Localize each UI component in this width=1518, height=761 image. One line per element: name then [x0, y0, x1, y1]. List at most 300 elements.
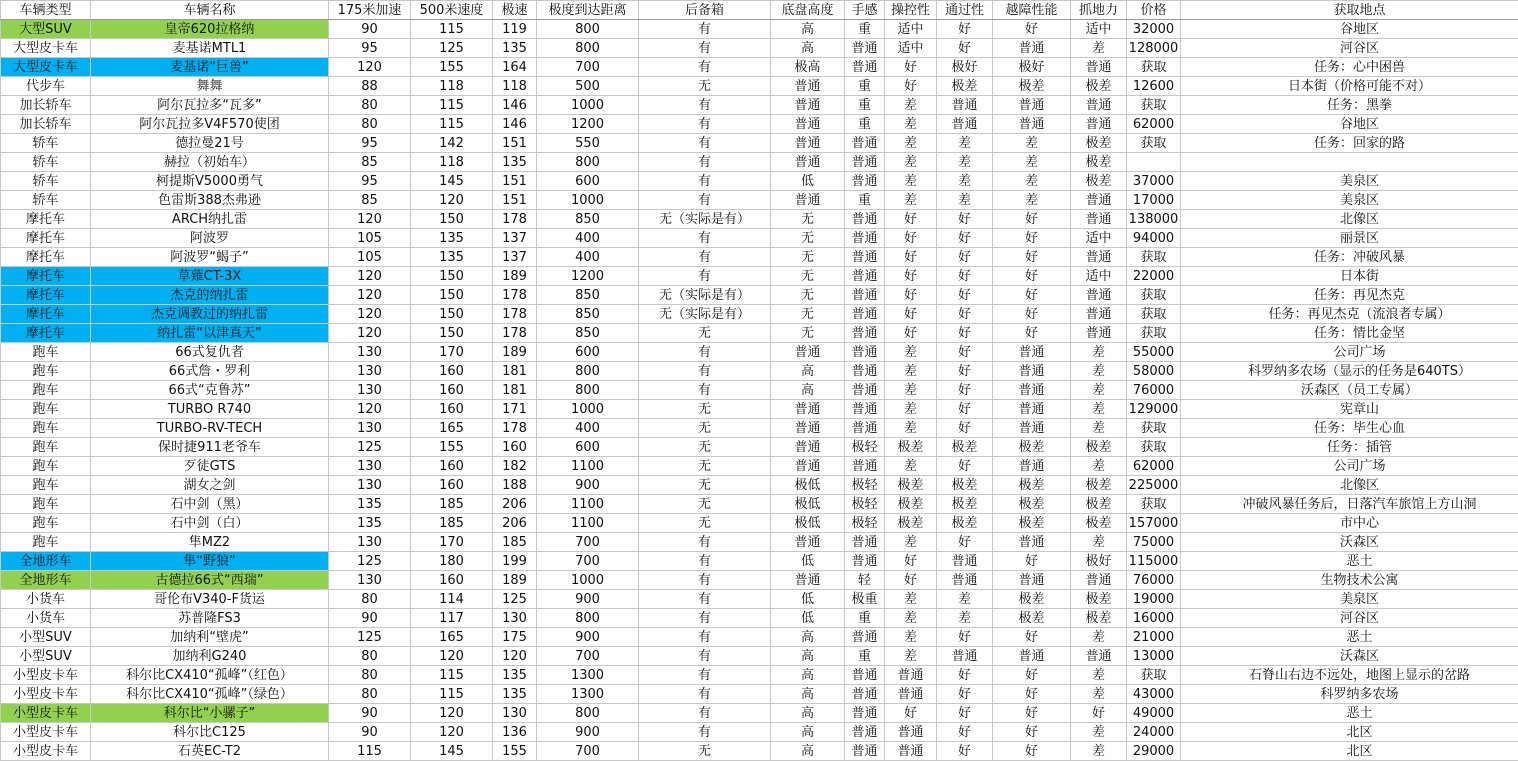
- table-cell[interactable]: 任务：再见杰克（流浪者专属）: [1181, 305, 1518, 324]
- table-cell[interactable]: 好: [885, 248, 937, 267]
- table-cell[interactable]: 150: [411, 210, 493, 229]
- column-header[interactable]: 通过性: [937, 1, 993, 20]
- table-cell[interactable]: 好: [885, 571, 937, 590]
- table-cell[interactable]: 极差: [1071, 590, 1127, 609]
- table-cell[interactable]: 无: [639, 77, 771, 96]
- table-cell[interactable]: 跑车: [1, 343, 91, 362]
- table-cell[interactable]: 极差: [885, 438, 937, 457]
- table-cell[interactable]: 900: [537, 628, 639, 647]
- table-cell[interactable]: 普通: [771, 343, 845, 362]
- table-cell[interactable]: 155: [411, 438, 493, 457]
- table-cell[interactable]: 差: [885, 381, 937, 400]
- table-cell[interactable]: 178: [493, 305, 537, 324]
- table-cell[interactable]: 无: [771, 286, 845, 305]
- table-cell[interactable]: 120: [329, 267, 411, 286]
- table-cell[interactable]: 88: [329, 77, 411, 96]
- table-cell[interactable]: 160: [411, 381, 493, 400]
- table-cell[interactable]: 120: [411, 191, 493, 210]
- table-cell[interactable]: 舞舞: [91, 77, 329, 96]
- table-cell[interactable]: 普通: [885, 685, 937, 704]
- table-cell[interactable]: 好: [937, 457, 993, 476]
- table-cell[interactable]: 120: [329, 58, 411, 77]
- table-cell[interactable]: 丽景区: [1181, 229, 1518, 248]
- table-cell[interactable]: 好: [937, 400, 993, 419]
- table-cell[interactable]: 好: [993, 267, 1071, 286]
- table-cell[interactable]: 188: [493, 476, 537, 495]
- table-cell[interactable]: 1100: [537, 457, 639, 476]
- table-cell[interactable]: 差: [885, 533, 937, 552]
- table-cell[interactable]: 好: [993, 20, 1071, 39]
- table-cell[interactable]: 146: [493, 96, 537, 115]
- table-cell[interactable]: 跑车: [1, 457, 91, 476]
- table-cell[interactable]: 有: [639, 628, 771, 647]
- table-cell[interactable]: 差: [993, 191, 1071, 210]
- table-cell[interactable]: 跑车: [1, 514, 91, 533]
- table-cell[interactable]: 麦基诺MTL1: [91, 39, 329, 58]
- table-cell[interactable]: 普通: [937, 115, 993, 134]
- table-cell[interactable]: 摩托车: [1, 210, 91, 229]
- table-cell[interactable]: 170: [411, 533, 493, 552]
- table-cell[interactable]: 好: [937, 286, 993, 305]
- table-cell[interactable]: 获取: [1127, 438, 1181, 457]
- table-cell[interactable]: 适中: [1071, 229, 1127, 248]
- table-cell[interactable]: 差: [885, 343, 937, 362]
- table-cell[interactable]: 任务：插管: [1181, 438, 1518, 457]
- table-cell[interactable]: 普通: [993, 419, 1071, 438]
- table-cell[interactable]: 普通: [993, 647, 1071, 666]
- table-cell[interactable]: 有: [639, 647, 771, 666]
- table-cell[interactable]: 1300: [537, 685, 639, 704]
- table-cell[interactable]: 普通: [845, 552, 885, 571]
- table-cell[interactable]: 普通: [845, 533, 885, 552]
- table-cell[interactable]: 普通: [993, 457, 1071, 476]
- table-cell[interactable]: 好: [885, 58, 937, 77]
- table-cell[interactable]: 差: [1071, 39, 1127, 58]
- table-cell[interactable]: 日本街: [1181, 267, 1518, 286]
- table-cell[interactable]: 125: [493, 590, 537, 609]
- table-cell[interactable]: 135: [493, 666, 537, 685]
- table-cell[interactable]: 900: [537, 476, 639, 495]
- table-cell[interactable]: 任务：情比金坚: [1181, 324, 1518, 343]
- table-cell[interactable]: 76000: [1127, 571, 1181, 590]
- table-cell[interactable]: 差: [1071, 419, 1127, 438]
- table-cell[interactable]: 普通: [993, 400, 1071, 419]
- table-cell[interactable]: 66式詹・罗利: [91, 362, 329, 381]
- table-cell[interactable]: 有: [639, 134, 771, 153]
- table-cell[interactable]: 差: [993, 153, 1071, 172]
- table-cell[interactable]: 37000: [1127, 172, 1181, 191]
- table-cell[interactable]: 任务：冲破风暴: [1181, 248, 1518, 267]
- table-cell[interactable]: 低: [771, 590, 845, 609]
- table-cell[interactable]: 225000: [1127, 476, 1181, 495]
- table-cell[interactable]: 有: [639, 191, 771, 210]
- table-cell[interactable]: 谷地区: [1181, 115, 1518, 134]
- table-cell[interactable]: 700: [537, 533, 639, 552]
- table-cell[interactable]: 极轻: [845, 438, 885, 457]
- table-cell[interactable]: 151: [493, 134, 537, 153]
- table-cell[interactable]: 120: [329, 324, 411, 343]
- table-cell[interactable]: 加纳利“壁虎”: [91, 628, 329, 647]
- table-cell[interactable]: 无: [639, 495, 771, 514]
- table-cell[interactable]: 好: [993, 685, 1071, 704]
- table-cell[interactable]: 杰克的纳扎雷: [91, 286, 329, 305]
- table-cell[interactable]: 差: [1071, 742, 1127, 761]
- table-cell[interactable]: 湖女之剑: [91, 476, 329, 495]
- table-cell[interactable]: 好: [937, 742, 993, 761]
- table-cell[interactable]: 900: [537, 723, 639, 742]
- table-cell[interactable]: 有: [639, 704, 771, 723]
- table-cell[interactable]: 小型皮卡车: [1, 685, 91, 704]
- table-cell[interactable]: 120: [329, 210, 411, 229]
- table-cell[interactable]: 河谷区: [1181, 39, 1518, 58]
- table-cell[interactable]: 普通: [1071, 647, 1127, 666]
- table-cell[interactable]: 55000: [1127, 343, 1181, 362]
- table-cell[interactable]: 无: [771, 324, 845, 343]
- table-cell[interactable]: 119: [493, 20, 537, 39]
- table-cell[interactable]: 普通: [771, 77, 845, 96]
- table-cell[interactable]: 400: [537, 229, 639, 248]
- table-cell[interactable]: 极差: [1071, 438, 1127, 457]
- table-cell[interactable]: 获取: [1127, 286, 1181, 305]
- table-cell[interactable]: 90: [329, 609, 411, 628]
- table-cell[interactable]: 好: [885, 210, 937, 229]
- table-cell[interactable]: 49000: [1127, 704, 1181, 723]
- table-cell[interactable]: 极好: [937, 58, 993, 77]
- table-cell[interactable]: 120: [411, 723, 493, 742]
- table-cell[interactable]: 普通: [885, 666, 937, 685]
- table-cell[interactable]: 850: [537, 210, 639, 229]
- table-cell[interactable]: 12600: [1127, 77, 1181, 96]
- table-cell[interactable]: 差: [885, 191, 937, 210]
- table-cell[interactable]: 1100: [537, 495, 639, 514]
- table-cell[interactable]: 130: [493, 609, 537, 628]
- table-cell[interactable]: 有: [639, 20, 771, 39]
- table-cell[interactable]: 石中剑（白）: [91, 514, 329, 533]
- table-cell[interactable]: 隼MZ2: [91, 533, 329, 552]
- table-cell[interactable]: 差: [937, 153, 993, 172]
- table-cell[interactable]: 草薙CT-3X: [91, 267, 329, 286]
- table-cell[interactable]: 好: [937, 343, 993, 362]
- table-cell[interactable]: 极差: [1071, 77, 1127, 96]
- table-cell[interactable]: 获取: [1127, 134, 1181, 153]
- table-cell[interactable]: 差: [937, 609, 993, 628]
- table-cell[interactable]: 获取: [1127, 96, 1181, 115]
- table-cell[interactable]: 160: [411, 476, 493, 495]
- table-cell[interactable]: 麦基诺“巨兽”: [91, 58, 329, 77]
- table-cell[interactable]: 130: [329, 343, 411, 362]
- table-cell[interactable]: 石英EC-T2: [91, 742, 329, 761]
- table-cell[interactable]: 好: [993, 704, 1071, 723]
- column-header[interactable]: 底盘高度: [771, 1, 845, 20]
- table-cell[interactable]: 181: [493, 381, 537, 400]
- table-cell[interactable]: 差: [1071, 628, 1127, 647]
- table-cell[interactable]: 120: [411, 704, 493, 723]
- column-header[interactable]: 抓地力: [1071, 1, 1127, 20]
- table-cell[interactable]: 公司广场: [1181, 457, 1518, 476]
- table-cell[interactable]: 重: [845, 115, 885, 134]
- table-cell[interactable]: 公司广场: [1181, 343, 1518, 362]
- table-cell[interactable]: 普通: [771, 153, 845, 172]
- table-cell[interactable]: 极低: [771, 476, 845, 495]
- table-cell[interactable]: 62000: [1127, 115, 1181, 134]
- table-cell[interactable]: 189: [493, 343, 537, 362]
- table-cell[interactable]: 差: [1071, 533, 1127, 552]
- table-cell[interactable]: 差: [937, 191, 993, 210]
- table-cell[interactable]: 极差: [937, 495, 993, 514]
- table-cell[interactable]: 好: [937, 20, 993, 39]
- table-cell[interactable]: 900: [537, 590, 639, 609]
- table-cell[interactable]: 低: [771, 552, 845, 571]
- table-cell[interactable]: 极差: [885, 495, 937, 514]
- table-cell[interactable]: 差: [1071, 343, 1127, 362]
- table-cell[interactable]: 有: [639, 115, 771, 134]
- table-cell[interactable]: 普通: [937, 647, 993, 666]
- table-cell[interactable]: 好: [885, 552, 937, 571]
- table-cell[interactable]: 差: [1071, 381, 1127, 400]
- table-cell[interactable]: 好: [993, 248, 1071, 267]
- table-cell[interactable]: 130: [329, 457, 411, 476]
- table-cell[interactable]: 普通: [771, 419, 845, 438]
- table-cell[interactable]: 130: [329, 419, 411, 438]
- table-cell[interactable]: 大型SUV: [1, 20, 91, 39]
- table-cell[interactable]: 700: [537, 742, 639, 761]
- table-cell[interactable]: 小型皮卡车: [1, 704, 91, 723]
- table-cell[interactable]: 无（实际是有）: [639, 286, 771, 305]
- table-cell[interactable]: 125: [329, 628, 411, 647]
- table-cell[interactable]: 125: [329, 438, 411, 457]
- table-cell[interactable]: 160: [411, 400, 493, 419]
- table-cell[interactable]: 115: [411, 666, 493, 685]
- table-cell[interactable]: 130: [329, 533, 411, 552]
- table-cell[interactable]: 无（实际是有）: [639, 210, 771, 229]
- table-cell[interactable]: 普通: [845, 723, 885, 742]
- table-cell[interactable]: 有: [639, 685, 771, 704]
- table-cell[interactable]: 科尔比CX410“孤峰”（绿色）: [91, 685, 329, 704]
- table-cell[interactable]: 普通: [1071, 571, 1127, 590]
- table-cell[interactable]: 66式复仇者: [91, 343, 329, 362]
- table-cell[interactable]: 160: [411, 571, 493, 590]
- table-cell[interactable]: 66式“克鲁苏”: [91, 381, 329, 400]
- table-cell[interactable]: 好: [937, 305, 993, 324]
- table-cell[interactable]: 850: [537, 324, 639, 343]
- table-cell[interactable]: 普通: [1071, 115, 1127, 134]
- table-cell[interactable]: 差: [885, 628, 937, 647]
- table-cell[interactable]: 146: [493, 115, 537, 134]
- table-cell[interactable]: 有: [639, 267, 771, 286]
- table-cell[interactable]: 普通: [1071, 248, 1127, 267]
- table-cell[interactable]: 普通: [993, 343, 1071, 362]
- table-cell[interactable]: 阿波罗: [91, 229, 329, 248]
- table-cell[interactable]: 好: [937, 666, 993, 685]
- table-cell[interactable]: 极差: [993, 590, 1071, 609]
- table-cell[interactable]: 400: [537, 248, 639, 267]
- table-cell[interactable]: 189: [493, 571, 537, 590]
- table-cell[interactable]: 极差: [1071, 609, 1127, 628]
- table-cell[interactable]: 普通: [845, 685, 885, 704]
- table-cell[interactable]: 极差: [1071, 172, 1127, 191]
- column-header[interactable]: 极速: [493, 1, 537, 20]
- table-cell[interactable]: 高: [771, 704, 845, 723]
- table-cell[interactable]: 120: [329, 305, 411, 324]
- table-cell[interactable]: 好: [993, 666, 1071, 685]
- table-cell[interactable]: 有: [639, 343, 771, 362]
- table-cell[interactable]: 差: [885, 153, 937, 172]
- table-cell[interactable]: 160: [493, 438, 537, 457]
- table-cell[interactable]: 120: [329, 400, 411, 419]
- table-cell[interactable]: 199: [493, 552, 537, 571]
- table-cell[interactable]: 普通: [937, 571, 993, 590]
- table-cell[interactable]: 美泉区: [1181, 172, 1518, 191]
- table-cell[interactable]: 好: [937, 628, 993, 647]
- table-cell[interactable]: [1181, 153, 1518, 172]
- table-cell[interactable]: 普通: [885, 723, 937, 742]
- table-cell[interactable]: 重: [845, 647, 885, 666]
- table-cell[interactable]: 获取: [1127, 666, 1181, 685]
- table-cell[interactable]: 115: [411, 96, 493, 115]
- table-cell[interactable]: 普通: [845, 229, 885, 248]
- table-cell[interactable]: 谷地区: [1181, 20, 1518, 39]
- table-cell[interactable]: 1300: [537, 666, 639, 685]
- table-cell[interactable]: 无: [771, 248, 845, 267]
- table-cell[interactable]: 165: [411, 419, 493, 438]
- table-cell[interactable]: 135: [411, 229, 493, 248]
- table-cell[interactable]: 大型皮卡车: [1, 58, 91, 77]
- table-cell[interactable]: 普通: [771, 115, 845, 134]
- table-cell[interactable]: 获取: [1127, 495, 1181, 514]
- table-cell[interactable]: 普通: [771, 96, 845, 115]
- table-cell[interactable]: 130: [493, 704, 537, 723]
- table-cell[interactable]: 160: [411, 362, 493, 381]
- table-cell[interactable]: 115000: [1127, 552, 1181, 571]
- table-cell[interactable]: 有: [639, 172, 771, 191]
- table-cell[interactable]: 极低: [771, 495, 845, 514]
- table-cell[interactable]: 无: [771, 210, 845, 229]
- table-cell[interactable]: 差: [937, 134, 993, 153]
- table-cell[interactable]: 21000: [1127, 628, 1181, 647]
- table-cell[interactable]: 182: [493, 457, 537, 476]
- table-cell[interactable]: 差: [885, 419, 937, 438]
- table-cell[interactable]: 低: [771, 172, 845, 191]
- table-cell[interactable]: 普通: [845, 419, 885, 438]
- table-cell[interactable]: 日本街（价格可能不对）: [1181, 77, 1518, 96]
- table-cell[interactable]: 有: [639, 590, 771, 609]
- table-cell[interactable]: 获取: [1127, 305, 1181, 324]
- table-cell[interactable]: 500: [537, 77, 639, 96]
- table-cell[interactable]: 小货车: [1, 609, 91, 628]
- table-cell[interactable]: 极好: [993, 58, 1071, 77]
- table-cell[interactable]: 小型皮卡车: [1, 723, 91, 742]
- table-cell[interactable]: 跑车: [1, 495, 91, 514]
- table-cell[interactable]: 跑车: [1, 362, 91, 381]
- table-cell[interactable]: 有: [639, 229, 771, 248]
- table-cell[interactable]: 105: [329, 248, 411, 267]
- table-cell[interactable]: 有: [639, 609, 771, 628]
- table-cell[interactable]: 178: [493, 324, 537, 343]
- table-cell[interactable]: 适中: [885, 20, 937, 39]
- table-cell[interactable]: 纳扎雷“以津真天”: [91, 324, 329, 343]
- table-cell[interactable]: 有: [639, 571, 771, 590]
- table-cell[interactable]: 差: [1071, 400, 1127, 419]
- table-cell[interactable]: 美泉区: [1181, 590, 1518, 609]
- table-cell[interactable]: 普通: [845, 305, 885, 324]
- table-cell[interactable]: 重: [845, 609, 885, 628]
- table-cell[interactable]: 700: [537, 58, 639, 77]
- table-cell[interactable]: 好: [937, 248, 993, 267]
- table-cell[interactable]: 130: [329, 381, 411, 400]
- table-cell[interactable]: 差: [885, 134, 937, 153]
- table-cell[interactable]: 普通: [845, 39, 885, 58]
- table-cell[interactable]: 恶土: [1181, 704, 1518, 723]
- table-cell[interactable]: 135: [411, 248, 493, 267]
- table-cell[interactable]: 800: [537, 704, 639, 723]
- table-cell[interactable]: 80: [329, 590, 411, 609]
- table-cell[interactable]: 1000: [537, 571, 639, 590]
- table-cell[interactable]: 好: [993, 552, 1071, 571]
- table-cell[interactable]: 118: [411, 77, 493, 96]
- column-header[interactable]: 获取地点: [1181, 1, 1518, 20]
- table-cell[interactable]: 苏普隆FS3: [91, 609, 329, 628]
- table-cell[interactable]: 120: [329, 286, 411, 305]
- table-cell[interactable]: 轿车: [1, 153, 91, 172]
- table-cell[interactable]: 17000: [1127, 191, 1181, 210]
- table-cell[interactable]: 142: [411, 134, 493, 153]
- table-cell[interactable]: 高: [771, 381, 845, 400]
- table-cell[interactable]: 1200: [537, 115, 639, 134]
- table-cell[interactable]: 高: [771, 20, 845, 39]
- table-cell[interactable]: 轿车: [1, 172, 91, 191]
- table-cell[interactable]: 120: [493, 647, 537, 666]
- table-cell[interactable]: 有: [639, 552, 771, 571]
- table-cell[interactable]: 极差: [937, 438, 993, 457]
- table-cell[interactable]: 普通: [937, 96, 993, 115]
- column-header[interactable]: 175米加速: [329, 1, 411, 20]
- table-cell[interactable]: 差: [885, 96, 937, 115]
- table-cell[interactable]: 科尔比C125: [91, 723, 329, 742]
- table-cell[interactable]: 无: [771, 267, 845, 286]
- table-cell[interactable]: 极差: [937, 514, 993, 533]
- table-cell[interactable]: 好: [993, 324, 1071, 343]
- table-cell[interactable]: 差: [1071, 457, 1127, 476]
- table-cell[interactable]: 普通: [845, 267, 885, 286]
- table-cell[interactable]: 178: [493, 210, 537, 229]
- table-cell[interactable]: 普通: [845, 153, 885, 172]
- table-cell[interactable]: 600: [537, 172, 639, 191]
- table-cell[interactable]: 阿尔瓦拉多V4F570使团: [91, 115, 329, 134]
- table-cell[interactable]: 保时捷911老爷车: [91, 438, 329, 457]
- table-cell[interactable]: 极低: [771, 514, 845, 533]
- table-cell[interactable]: 普通: [1071, 305, 1127, 324]
- table-cell[interactable]: 178: [493, 286, 537, 305]
- table-cell[interactable]: 135: [329, 514, 411, 533]
- table-cell[interactable]: 高: [771, 39, 845, 58]
- table-cell[interactable]: 90: [329, 704, 411, 723]
- table-cell[interactable]: 有: [639, 248, 771, 267]
- table-cell[interactable]: 科尔比“小骡子”: [91, 704, 329, 723]
- table-cell[interactable]: 歹徒GTS: [91, 457, 329, 476]
- table-cell[interactable]: 125: [411, 39, 493, 58]
- table-cell[interactable]: 摩托车: [1, 229, 91, 248]
- table-cell[interactable]: 1200: [537, 267, 639, 286]
- table-cell[interactable]: 摩托车: [1, 286, 91, 305]
- table-cell[interactable]: 171: [493, 400, 537, 419]
- table-cell[interactable]: 极差: [1071, 514, 1127, 533]
- table-cell[interactable]: 恶土: [1181, 552, 1518, 571]
- table-cell[interactable]: 好: [993, 742, 1071, 761]
- table-cell[interactable]: 差: [1071, 666, 1127, 685]
- table-cell[interactable]: 1100: [537, 514, 639, 533]
- table-cell[interactable]: 隼“野狼”: [91, 552, 329, 571]
- table-cell[interactable]: 石中剑（黑）: [91, 495, 329, 514]
